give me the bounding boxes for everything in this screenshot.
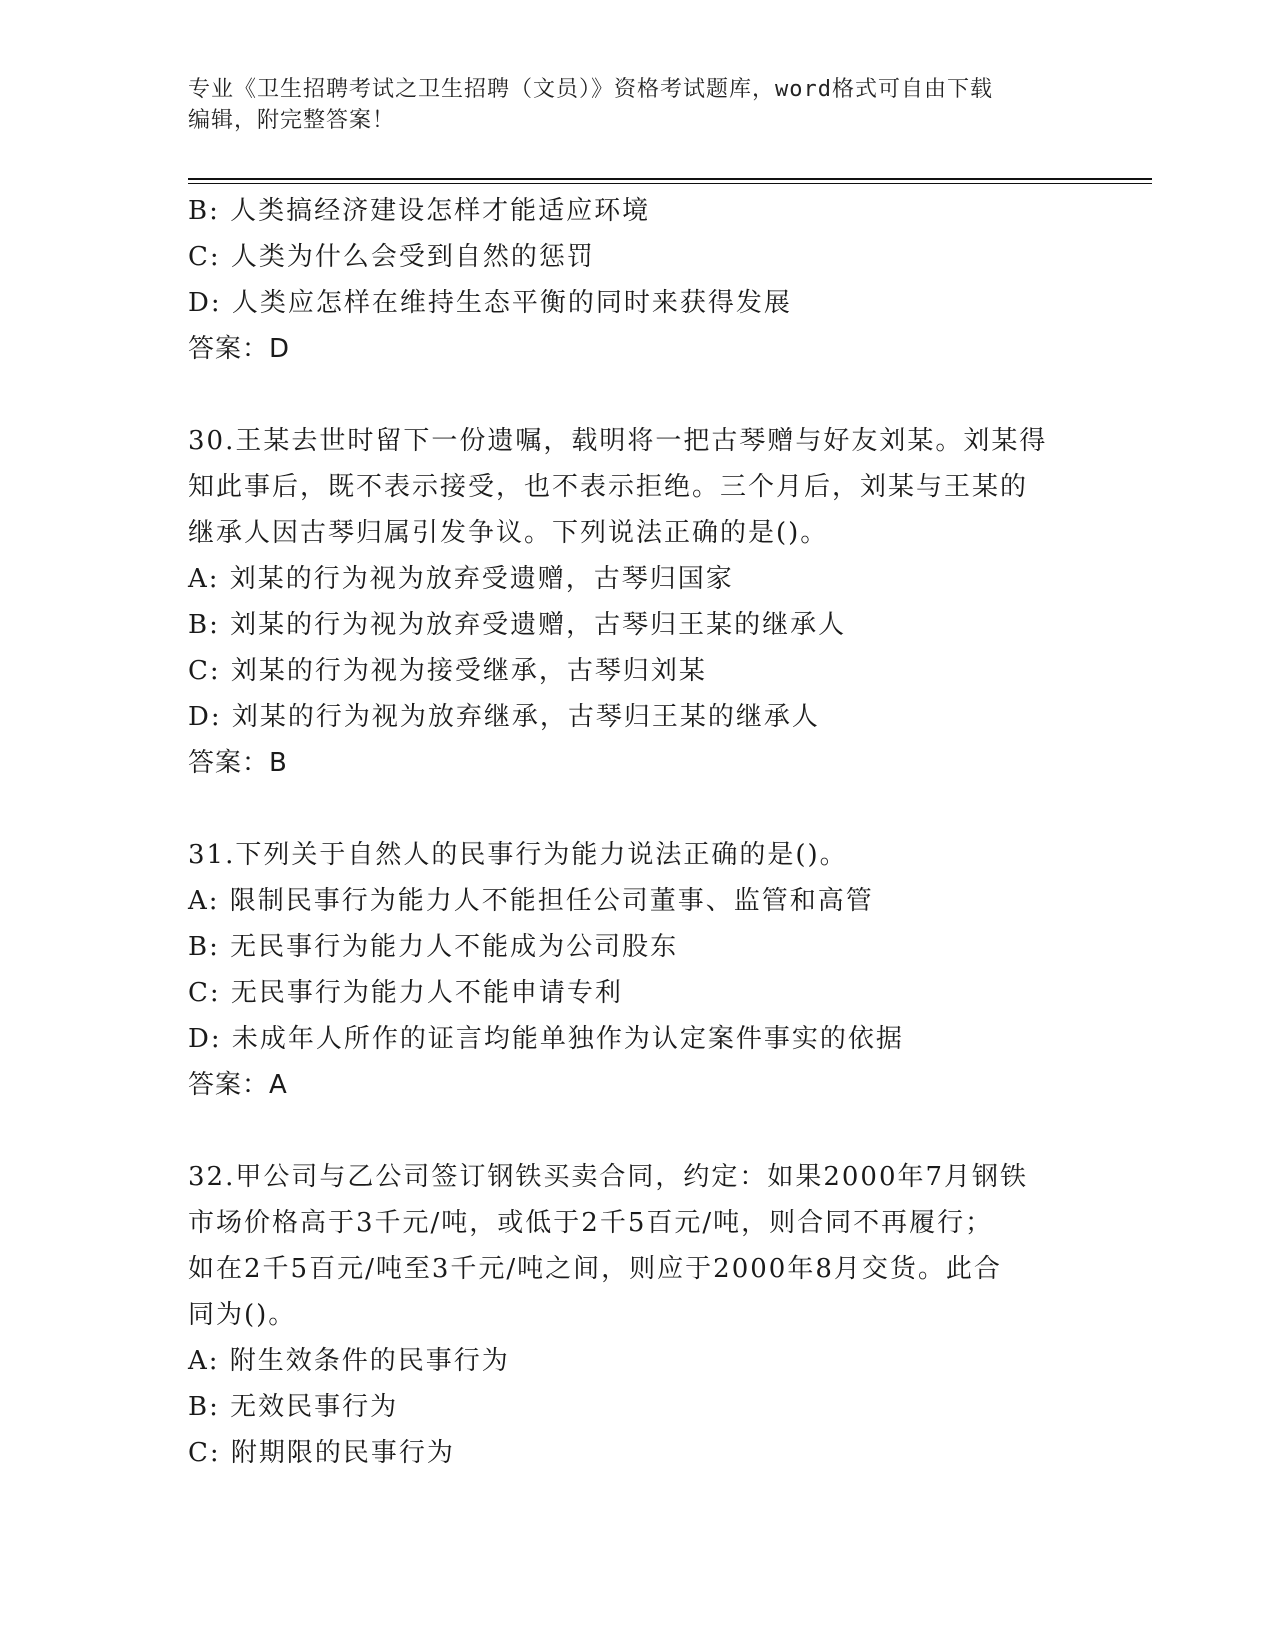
question-31 xyxy=(188,832,1088,1108)
question-30 xyxy=(188,418,1088,786)
q32-option-b: B: 无效民事行为 xyxy=(188,1392,399,1422)
q31-option-d: D: 未成年人所作的证言均能单独作为认定案件事实的依据 xyxy=(188,1024,904,1054)
q32-text-line-4: 同为()。 xyxy=(188,1300,297,1330)
q32-text-line-3: 如在2千5百元/吨至3千元/吨之间，则应于2000年8月交货。此合 xyxy=(188,1254,1002,1284)
q30-text-line-1: 30.王某去世时留下一份遗嘱，载明将一把古琴赠与好友刘某。刘某得 xyxy=(188,426,1048,456)
q30-answer: 答案：B xyxy=(188,748,288,778)
header-line-1: 专业《卫生招聘考试之卫生招聘（文员）》资格考试题库，word格式可自由下载 xyxy=(188,77,993,102)
q31-answer: 答案：A xyxy=(188,1070,288,1100)
q30-text-line-2: 知此事后，既不表示接受，也不表示拒绝。三个月后，刘某与王某的 xyxy=(188,472,1029,502)
q29-option-d: D: 人类应怎样在维持生态平衡的同时来获得发展 xyxy=(188,288,792,318)
q32-text-line-2: 市场价格高于3千元/吨，或低于2千5百元/吨，则合同不再履行； xyxy=(188,1208,994,1238)
q30-option-c: C: 刘某的行为视为接受继承，古琴归刘某 xyxy=(188,656,707,686)
question-32 xyxy=(188,1154,1088,1476)
q32-text-line-1: 32.甲公司与乙公司签订钢铁买卖合同，约定：如果2000年7月钢铁 xyxy=(188,1162,1029,1192)
document-header xyxy=(188,74,1088,136)
question-content xyxy=(188,188,1088,1476)
q29-answer: 答案：D xyxy=(188,334,291,364)
q29-option-b: B: 人类搞经济建设怎样才能适应环境 xyxy=(188,196,651,226)
q30-option-a: A: 刘某的行为视为放弃受遗赠，古琴归国家 xyxy=(188,564,734,594)
q31-option-c: C: 无民事行为能力人不能申请专利 xyxy=(188,978,623,1008)
header-divider-thick xyxy=(188,178,1152,180)
q31-option-a: A: 限制民事行为能力人不能担任公司董事、监管和高管 xyxy=(188,886,874,916)
q30-option-b: B: 刘某的行为视为放弃受遗赠，古琴归王某的继承人 xyxy=(188,610,847,640)
header-line-2: 编辑，附完整答案！ xyxy=(188,108,396,133)
q32-option-a: A: 附生效条件的民事行为 xyxy=(188,1346,510,1376)
q32-option-c: C: 附期限的民事行为 xyxy=(188,1438,455,1468)
header-divider-thin xyxy=(188,183,1152,184)
q30-option-d: D: 刘某的行为视为放弃继承，古琴归王某的继承人 xyxy=(188,702,820,732)
q30-text-line-3: 继承人因古琴归属引发争议。下列说法正确的是()。 xyxy=(188,518,829,548)
q31-option-b: B: 无民事行为能力人不能成为公司股东 xyxy=(188,932,679,962)
q31-text-line-1: 31.下列关于自然人的民事行为能力说法正确的是()。 xyxy=(188,840,848,870)
question-29-tail xyxy=(188,188,1088,372)
q29-option-c: C: 人类为什么会受到自然的惩罚 xyxy=(188,242,595,272)
